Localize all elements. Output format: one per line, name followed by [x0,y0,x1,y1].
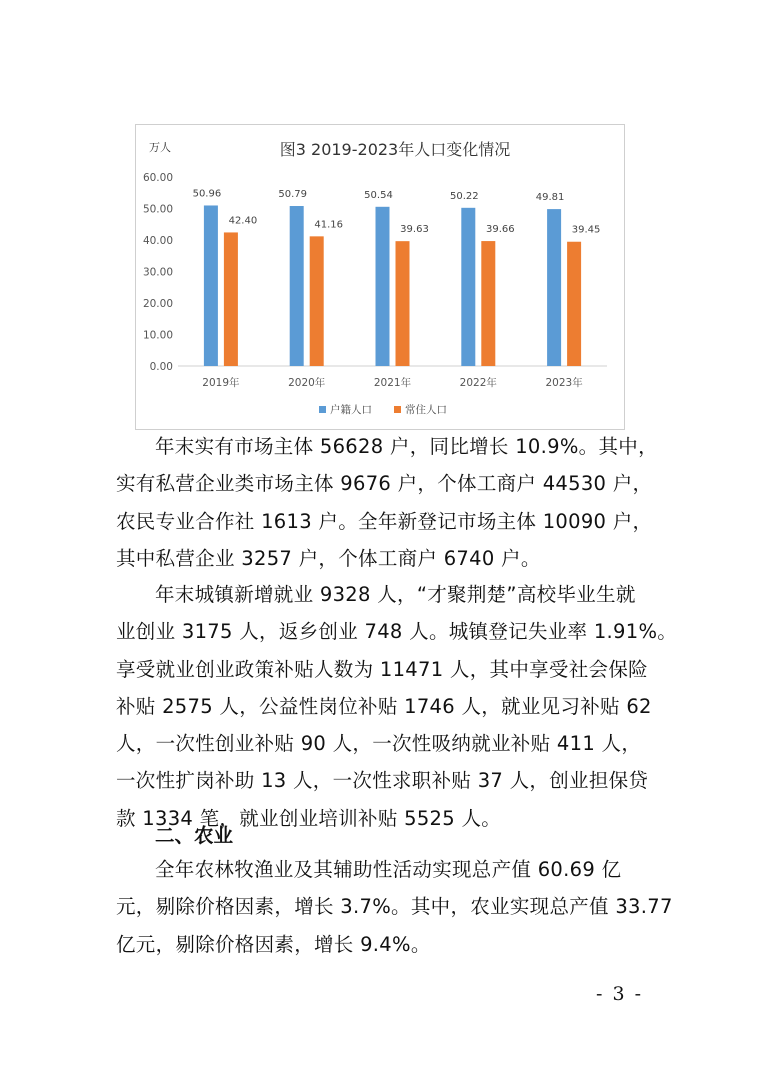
legend-swatch [394,406,401,413]
bar-registered [547,209,561,366]
data-label: 50.79 [278,189,308,201]
paragraph-line: 一次性扩岗补助 13 人，一次性求职补贴 37 人，创业担保贷 [116,769,649,793]
bar-registered [290,206,304,366]
legend-label: 常住人口 [405,404,447,416]
data-label: 50.54 [364,189,393,201]
legend-swatch [319,406,326,413]
data-label: 42.40 [228,215,258,227]
legend-label: 户籍人口 [330,404,372,416]
bar-resident [481,241,495,366]
bar-resident [396,241,410,366]
paragraph-line: 业创业 3175 人，返乡创业 748 人。城镇登记失业率 1.91%。 [116,620,678,644]
y-axis-unit-label: 万人 [149,141,171,154]
paragraph-line: 享受就业创业政策补贴人数为 11471 人，其中享受社会保险 [116,657,648,681]
y-tick-label: 30.00 [142,266,173,279]
bar-registered [204,205,218,366]
x-tick-label: 2020年 [288,377,326,389]
paragraph-market-entities [116,428,658,577]
bar-resident [310,236,324,366]
paragraph-line: 元，剔除价格因素，增长 3.7%。其中，农业实现总产值 33.77 [116,895,673,919]
data-label: 39.45 [571,224,601,236]
chart-title: 图3 2019-2023年人口变化情况 [279,140,511,159]
x-tick-label: 2019年 [202,377,240,389]
paragraph-line: 人，一次性创业补贴 90 人，一次性吸纳就业补贴 411 人， [116,732,642,756]
bar-registered [461,208,475,366]
x-tick-label: 2021年 [373,377,412,389]
paragraph-line: 亿元，剔除价格因素，增长 9.4%。 [116,932,431,956]
data-label: 41.16 [314,219,344,231]
bar-resident [567,242,581,366]
data-label: 50.96 [192,188,222,200]
paragraph-line: 农民专业合作社 1613 户。全年新登记市场主体 10090 户， [116,509,653,533]
y-tick-label: 60.00 [142,172,173,184]
y-tick-label: 10.00 [142,329,173,342]
section-heading-agriculture: 二、农业 [155,824,234,847]
paragraph-line: 年末实有市场主体 56628 户，同比增长 10.9%。其中， [155,435,658,458]
chart-svg [136,125,624,429]
x-tick-label: 2022年 [459,377,497,389]
population-chart [135,124,625,430]
paragraph-agriculture [116,851,673,963]
paragraph-line: 款 1334 笔，就业创业培训补贴 5525 人。 [116,806,502,830]
paragraph-line: 其中私营企业 3257 户，个体工商户 6740 户。 [116,546,541,570]
data-label: 49.81 [535,192,565,204]
y-tick-label: 20.00 [142,298,173,310]
y-tick-label: 50.00 [142,203,173,216]
bar-resident [224,232,238,366]
data-label: 50.22 [449,190,479,202]
paragraph-line: 补贴 2575 人，公益性岗位补贴 1746 人，就业见习补贴 62 [116,694,652,718]
page-number: - 3 - [596,983,644,1005]
y-tick-label: 0.00 [149,361,173,373]
y-tick-label: 40.00 [142,235,173,247]
paragraph-line: 全年农林牧渔业及其辅助性活动实现总产值 60.69 亿 [155,858,622,881]
paragraph-line: 实有私营企业类市场主体 9676 户，个体工商户 44530 户， [116,472,653,496]
x-tick-label: 2023年 [545,377,583,389]
data-label: 39.66 [485,224,515,236]
data-label: 39.63 [400,224,429,236]
paragraph-employment [116,576,678,837]
paragraph-line: 年末城镇新增就业 9328 人，“才聚荆楚”高校毕业生就 [155,583,636,606]
bar-registered [376,207,390,366]
